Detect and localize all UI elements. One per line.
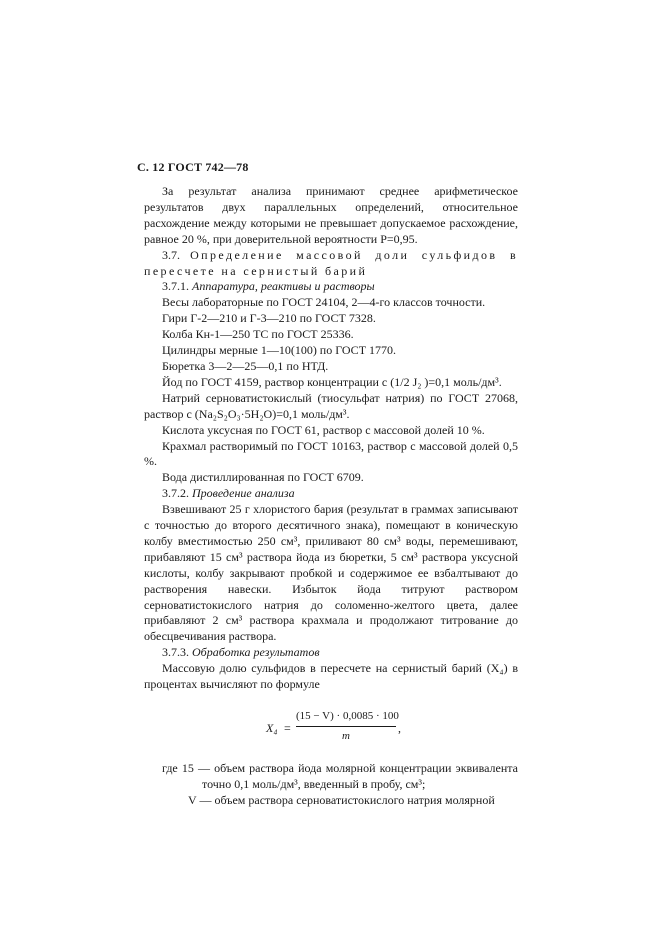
subsection-title: Аппаратура, реактивы и растворы xyxy=(192,279,375,294)
formula-numerator: (15 − V) · 0,0085 · 100 xyxy=(296,710,399,722)
fraction-bar xyxy=(296,726,396,727)
section-title: Определение массовой доли сульфидов в пересчете на сернистый барий xyxy=(144,247,519,278)
reagent-item: Натрий серноватистокислый (тиосульфат натрия) по ГОСТ 27068, раствор с (Na₂S₂O₃·5H₂O)=0,1 моль/дм³. xyxy=(144,390,518,421)
calculation-intro: Массовую долю сульфидов в пересчете на сернистый барий (X₄) в процентах вычисляют по формуле xyxy=(144,661,518,692)
subsection-3-7-1-heading xyxy=(144,279,518,295)
reagent-item: Кислота уксусная по ГОСТ 61, раствор с массовой долей 10 %. xyxy=(162,422,485,437)
reagent-item: Крахмал растворимый по ГОСТ 10163, раствор с массовой долей 0,5 %. xyxy=(144,438,518,469)
subsection-title: Обработка результатов xyxy=(192,645,320,660)
equipment-item: Гири Г-2—210 и Г-3—210 по ГОСТ 7328. xyxy=(162,311,376,326)
subsection-3-7-3-heading xyxy=(144,645,518,661)
subsection-title: Проведение анализа xyxy=(192,486,295,501)
formula-equals: = xyxy=(284,721,291,735)
section-3-7-heading xyxy=(144,248,518,280)
where-definition-15: где 15 — объем раствора йода молярной концентрации эквивалента точно 0,1 моль/дм³, введенный в пробу, см³; xyxy=(162,761,518,791)
paragraph-result-definition: За результат анализа принимают среднее арифметическое результатов двух параллельных определений, относительное расхождение между которыми не превышает допускаемое расхождение, равное 20 %, при доверительной вероятности Р=0,95. xyxy=(144,184,518,246)
subsection-number: 3.7.1. xyxy=(162,279,189,294)
equipment-item: Бюретка 3—2—25—0,1 по НТД. xyxy=(162,358,329,373)
formula-comma: , xyxy=(398,721,401,735)
page-header: С. 12 ГОСТ 742—78 xyxy=(137,160,249,174)
reagent-item: Вода дистиллированная по ГОСТ 6709. xyxy=(162,470,364,485)
equipment-item: Цилиндры мерные 1—10(100) по ГОСТ 1770. xyxy=(162,343,397,358)
equipment-item: Весы лабораторные по ГОСТ 24104, 2—4-го классов точности. xyxy=(162,295,486,310)
subsection-number: 3.7.3. xyxy=(162,645,189,660)
equipment-item: Колба Кн-1—250 ТС по ГОСТ 25336. xyxy=(162,327,354,342)
reagent-item: Йод по ГОСТ 4159, раствор концентрации с (1/2 J₂ )=0,1 моль/дм³. xyxy=(162,374,502,389)
subsection-number: 3.7.2. xyxy=(162,486,189,501)
subsection-3-7-2-heading xyxy=(144,486,518,502)
formula-x4 xyxy=(144,707,518,751)
section-number: 3.7. xyxy=(162,247,180,262)
page-body xyxy=(144,184,518,809)
formula-lhs: X₄ xyxy=(266,721,278,735)
formula-denominator: m xyxy=(342,730,350,742)
procedure-paragraph: Взвешивают 25 г хлористого бария (результат в граммах записывают с точностью до второго десятичного знака), помещают в коническую колбу вместимостью 250 см³, приливают 80 см³ воды, перемешивают, прибавляют 15 см³ раствора йода из бюретки, 5 см³ раствора уксусной кислоты, колбу закрывают пробкой и содержимое ее взбалтывают до растворения навески. Избыток йода титруют раствором серноватистокислого натрия до соломенно-желтого цвета, далее прибавляют 2 см³ раствора крахмала и продолжают титрование до обесцвечивания раствора. xyxy=(144,502,518,644)
where-definition-v: V — объем раствора серноватистокислого натрия молярной xyxy=(188,792,495,807)
